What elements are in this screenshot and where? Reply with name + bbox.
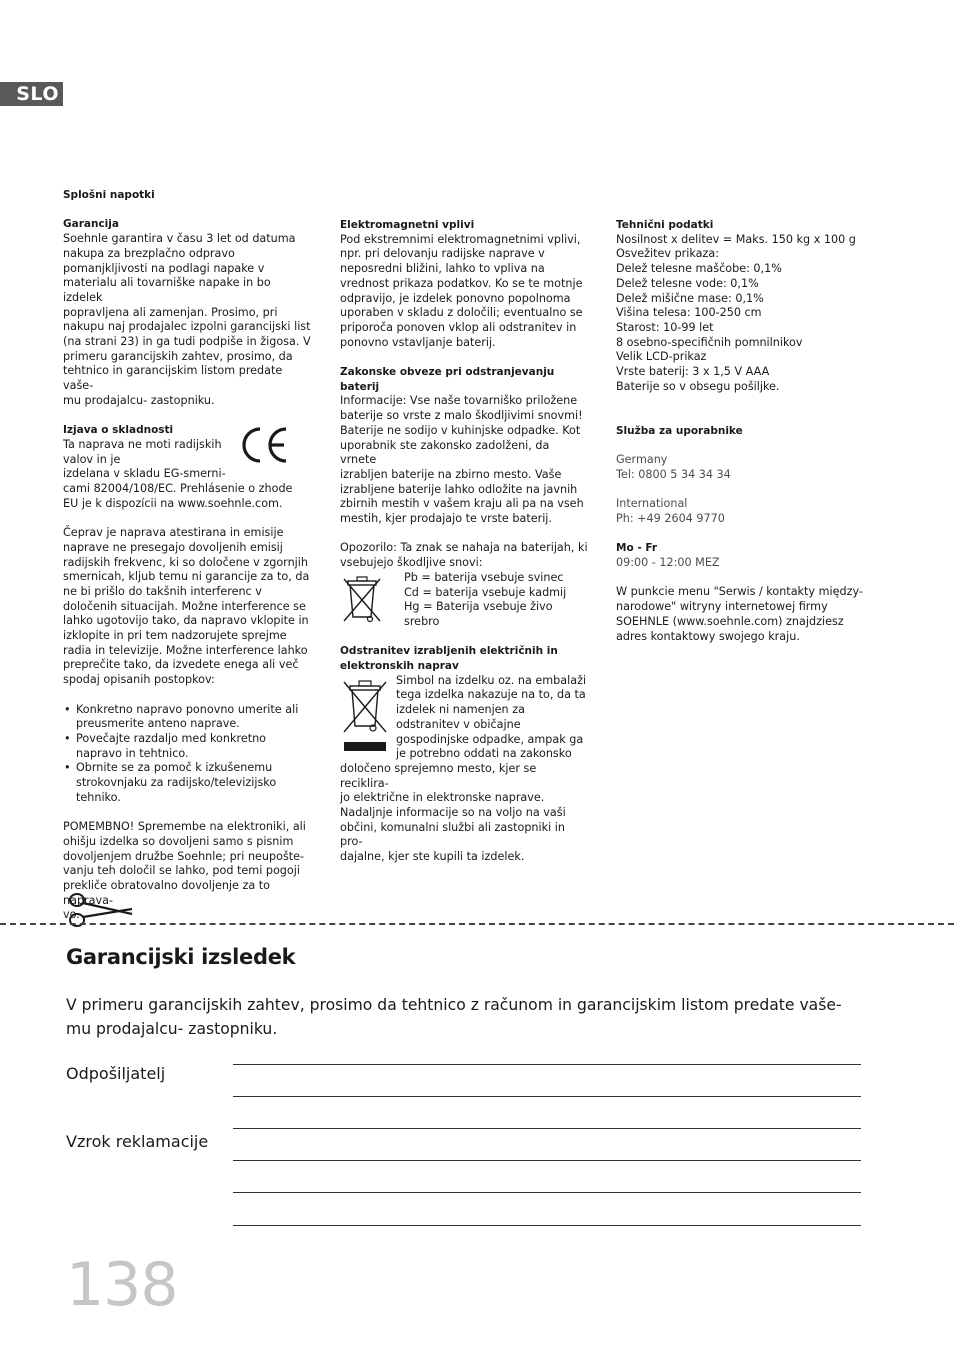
service-hours: 09:00 - 12:00 MEZ <box>616 556 720 570</box>
general-notes-heading: Splošni napotki <box>63 189 155 201</box>
text-line: radia in televizije. Možne interference lahko <box>63 643 308 657</box>
emc-heading: Elektromagnetni vplivi <box>340 219 475 231</box>
text-line: SOEHNLE (www.soehnle.com) znajdziesz <box>616 614 844 628</box>
text-line: tega izdelka nakazuje na to, da ta <box>396 688 586 702</box>
text-line: izdelek ni namenjen za <box>396 703 525 717</box>
weee-text <box>340 674 588 865</box>
customer-service-heading: Služba za uporabnike <box>616 424 743 437</box>
tech-data-heading: Tehnični podatki <box>616 219 714 231</box>
text-line: primeru garancijskih zahtev, prosimo, da <box>63 349 293 363</box>
text-line: Delež mišične mase: 0,1% <box>616 291 764 305</box>
sender-line-1[interactable] <box>233 1064 861 1065</box>
text-line: popravljena ali zamenjan. Prosimo, pri <box>63 305 278 319</box>
text-line: zbirnih mestih v vašem kraju ali pa na vseh <box>340 497 584 511</box>
text-line: jo električne in elektronske naprave. <box>340 791 545 805</box>
text-line: Soehnle garantira v času 3 let od datuma <box>63 232 296 246</box>
text-line: POMEMBNO! Spremembe na elektroniki, ali <box>63 820 306 834</box>
text-line: • Povečajte razdaljo med konkretno <box>76 731 267 745</box>
emc-text <box>340 233 588 351</box>
reason-line-4[interactable] <box>233 1225 861 1226</box>
text-line: Velik LCD-prikaz <box>616 350 707 364</box>
text-line: materialu ali tovarniške napake in bo izdelek <box>63 276 271 304</box>
text-line: neposredni bližini, lahko to vpliva na <box>340 262 545 276</box>
germany-phone: Tel: 0800 5 34 34 34 <box>616 467 731 481</box>
text-line: lahko ugotovijo tako, da napravo vklopite in <box>63 614 309 628</box>
text-line: EU je k dispozícii na www.soehnle.com. <box>63 496 283 510</box>
text-line: Ta naprava ne moti radijskih <box>63 437 222 451</box>
conformity-heading: Izjava o skladnosti <box>63 424 174 437</box>
tech-service-column <box>616 218 868 644</box>
reason-label: Vzrok reklamacije <box>66 1132 209 1151</box>
text-line: dajalne, kjer ste kupili ta izdelek. <box>340 850 525 864</box>
text-line: izdelana v skladu EG-smerni- <box>63 467 226 481</box>
text-line: Pod ekstremnimi elektromagnetnimi vplivi, <box>340 232 581 246</box>
international-contact-text <box>616 585 868 644</box>
warranty-result-text <box>66 993 866 1041</box>
ce-mark-icon <box>236 423 292 467</box>
battery-disposal-heading: Zakonske obveze pri odstranjevanju baterij <box>340 366 555 393</box>
text-line: je potrebno oddati na zakonsko <box>396 747 572 761</box>
battery-symbols <box>340 571 588 630</box>
text-line: spodaj opisanih postopkov: <box>63 673 215 687</box>
tech-data-list <box>616 233 868 395</box>
text-line: mu prodajalcu- zastopniku. <box>63 393 215 407</box>
text-line: Delež telesne vode: 0,1% <box>616 276 759 290</box>
list-item <box>63 761 311 805</box>
text-line: adres kontaktowy swojego kraju. <box>616 629 800 643</box>
reason-line-2[interactable] <box>233 1160 861 1161</box>
text-line: vanju teh določil se lahko, pod temi pogoji <box>63 864 300 878</box>
text-line: narodowe" witryny internetowej firmy <box>616 600 828 614</box>
warranty-heading: Garancija <box>63 218 119 231</box>
text-line: Višina telesa: 100-250 cm <box>616 306 762 320</box>
text-line: ohišju izdelka so dovoljeni samo s pisnim <box>63 834 294 848</box>
text-line: Baterije ne sodijo v kuhinjske odpadke. Kot <box>340 423 581 437</box>
weee-bin-icon <box>340 676 390 754</box>
text-line: izrabljene baterije lahko odložite na javnih <box>340 482 578 496</box>
text-line: določenih situacijah. Možne interference se <box>63 599 306 613</box>
text-line: izrabljen baterije na zbirno mesto. Vaše <box>340 467 562 481</box>
text-line: mestih, kjer prodajajo te vrste baterij. <box>340 512 552 526</box>
international-label: International <box>616 497 688 511</box>
emc-battery-column <box>340 218 588 865</box>
text-line: baterije so vrste z malo škodljivimi snovmi! <box>340 409 583 423</box>
text-line: občini, komunalni službi ali zastopniki in pro- <box>340 820 565 849</box>
text-line: Čeprav je naprava atestirana in emisije <box>63 526 284 540</box>
text-line: • Obrnite se za pomoč k izkušenemu <box>76 761 273 775</box>
interference-text <box>63 526 311 688</box>
text-line: ponovno vstavljanje baterij. <box>340 335 496 349</box>
interference-measures-list <box>63 703 311 806</box>
text-line: preusmerite anteno naprave. <box>76 717 240 731</box>
text-line: Opozorilo: Ta znak se nahaja na baterijah, ki <box>340 541 588 555</box>
text-line: ne bi prišlo do takšnih interferenc v <box>63 584 262 598</box>
text-line: Starost: 10-99 let <box>616 320 714 334</box>
text-line: dovoljenjem družbe Soehnle; pri neupošte- <box>63 849 305 863</box>
hours-heading: Mo - Fr <box>616 542 658 555</box>
text-line: Nadaljnje informacije so na voljo na vaši <box>340 806 566 820</box>
text-line: naprave ne presegajo dovoljenih emisij <box>63 540 283 554</box>
international-phone: Ph: +49 2604 9770 <box>616 512 725 525</box>
text-line: valov in je <box>63 452 121 466</box>
text-line: napravo in tehtnico. <box>76 746 189 760</box>
text-line: smernicah, kljub temu ni garancije za to, da <box>63 570 310 584</box>
text-line: vo. <box>63 908 80 922</box>
substance-pb: Pb = baterija vsebuje svinec <box>404 570 564 584</box>
warranty-result-title: Garancijski izsledek <box>66 945 296 969</box>
text-line: npr. pri delovanju radijske naprave v <box>340 247 545 261</box>
text-line: vrednost prikaza podatkov. Ko se te motnje <box>340 276 583 290</box>
text-line: prekliče obratovalno dovoljenje za to naprava- <box>63 878 270 907</box>
germany-label: Germany <box>616 453 668 467</box>
substance-cd: Cd = baterija vsebuje kadmij <box>404 585 567 599</box>
text-line: priporoča ponoven vklop ali odstranitev in <box>340 320 577 334</box>
warranty-text <box>63 232 311 408</box>
text-line: • Konkretno napravo ponovno umerite ali <box>76 702 299 716</box>
text-line: Informacije: Vse naše tovarniško priložene <box>340 394 578 408</box>
text-line: odpravijo, je izdelek ponovno popolnoma <box>340 291 571 305</box>
list-item <box>63 703 311 732</box>
text-line: radijskih frekvenc, ki so določene v zgornjih <box>63 555 308 569</box>
sender-label: Odpošiljatelj <box>66 1064 166 1083</box>
substance-hg: Hg = Baterija vsebuje živo srebro <box>404 600 553 628</box>
text-line: W punkcie menu "Serwis / kontakty między- <box>616 585 863 599</box>
text-line: V primeru garancijskih zahtev, prosimo da tehtnico z računom in garancijskim listom predate vaše- <box>66 996 842 1014</box>
text-line: izklopite in pri tem nadzorujete sprejme <box>63 629 287 643</box>
general-notes-column <box>63 188 311 923</box>
text-line: 8 osebno-specifičnih pomnilnikov <box>616 335 803 349</box>
text-line: Simbol na izdelku oz. na embalaži <box>396 673 587 687</box>
conformity-section <box>63 423 311 511</box>
text-line: cami 82004/108/EC. Prehlásenie o zhode <box>63 482 293 496</box>
crossed-bin-icon <box>340 573 384 623</box>
reason-line-1[interactable] <box>233 1128 861 1129</box>
battery-disposal-text <box>340 394 588 526</box>
text-line: mu prodajalcu- zastopniku. <box>66 1020 278 1038</box>
text-line: določeno sprejemno mesto, kjer se reciklira- <box>340 761 537 790</box>
text-line: pomanjkljivosti na podlagi napake v <box>63 261 265 275</box>
list-item <box>63 732 311 761</box>
text-line: Baterije so v obsegu pošiljke. <box>616 379 780 393</box>
text-line: odstranitev v običajne <box>396 717 521 731</box>
text-line: Nosilnost x delitev = Maks. 150 kg x 100 g <box>616 232 856 246</box>
text-line: tehniko. <box>76 790 121 804</box>
reason-line-3[interactable] <box>233 1192 861 1193</box>
weee-heading: Odstranitev izrabljenih električnih in <box>340 645 558 658</box>
weee-heading-line2: elektronskih naprav <box>340 660 459 673</box>
text-line: Vrste baterij: 3 x 1,5 V AAA <box>616 365 770 379</box>
cut-line <box>0 923 954 925</box>
text-line: tehtnico in garancijskim listom predate vaše- <box>63 364 283 393</box>
language-tab: SLO <box>0 82 63 106</box>
text-line: Osvežitev prikaza: <box>616 247 720 261</box>
text-line: uporaben v skladu z določili; eventualno se <box>340 306 583 320</box>
text-line: vsebujejo škodljive snovi: <box>340 556 483 570</box>
page-number: 138 <box>66 1250 178 1320</box>
text-line: uporabnik ste zakonsko zadolženi, da vrnete <box>340 438 550 467</box>
text-line: strokovnjaku za radijsko/televizijsko <box>76 776 277 790</box>
text-line: nakupa za brezplačno odpravo <box>63 246 235 260</box>
text-line: nakupu naj prodajalec izpolni garancijski list <box>63 320 311 334</box>
text-line: gospodinjske odpadke, ampak ga <box>396 732 584 746</box>
text-line: (na strani 23) in ga tudi podpiše in žigosa. V <box>63 335 311 349</box>
sender-line-2[interactable] <box>233 1096 861 1097</box>
text-line: preprečite tako, da izvedete enega ali več <box>63 658 299 672</box>
text-line: Delež telesne maščobe: 0,1% <box>616 262 782 276</box>
